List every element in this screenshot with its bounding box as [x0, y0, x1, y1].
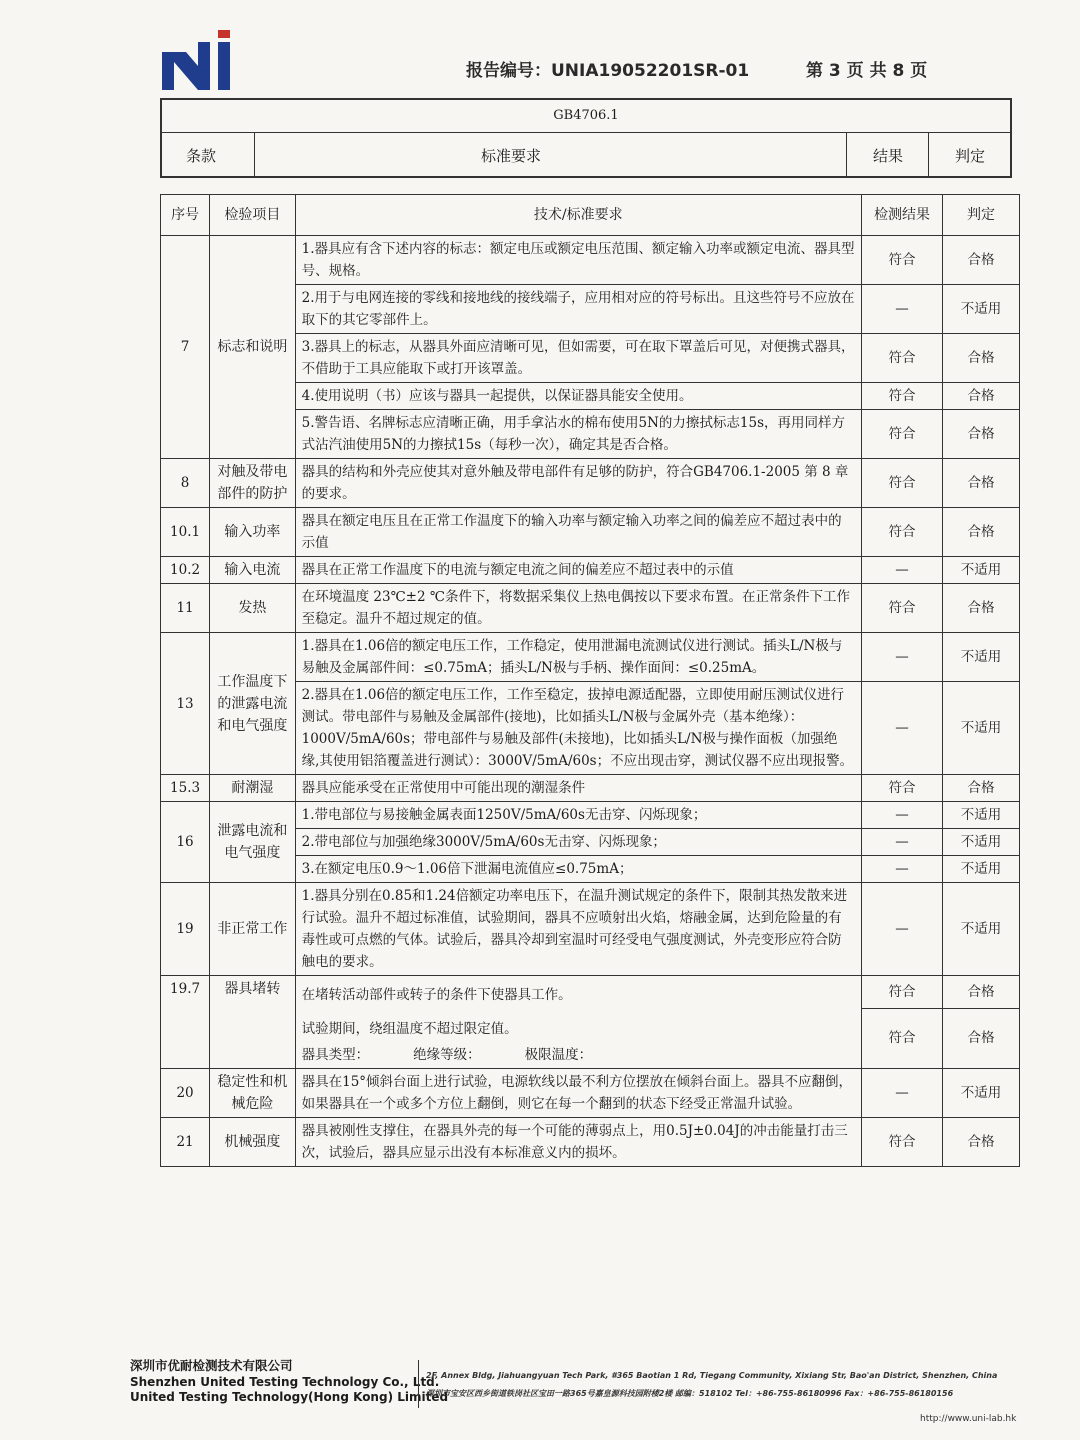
row-result: — — [861, 557, 942, 584]
row-result: 符合 — [861, 584, 942, 633]
row-result: — — [861, 682, 942, 775]
header-requirement: 技术/标准要求 — [295, 195, 861, 236]
row-requirement: 1.器具分别在0.85和1.24倍额定功率电压下，在温升测试规定的条件下，限制其热发散来进行试验。温升不超过标准值，试验期间，器具不应喷射出火焰，熔融金属，达到危险量的有毒性或可点燃的气体。试验后，器具冷却到室温时可经受电气强度测试，外壳变形应符合防触电的要求。 — [295, 883, 861, 976]
row-verdict: 合格 — [943, 459, 1020, 508]
clause-label: 条款 — [186, 146, 217, 165]
row-no: 16 — [161, 802, 210, 883]
row-requirement: 在环境温度 23℃±2 ℃条件下，将数据采集仪上热电偶按以下要求布置。在正常条件下工作至稳定。温升不超过规定的值。 — [295, 584, 861, 633]
row-item: 标志和说明 — [210, 236, 295, 459]
row-item: 非正常工作 — [210, 883, 295, 976]
row-result: 符合 — [861, 1008, 942, 1069]
row-no: 10.1 — [161, 508, 210, 557]
header-no: 序号 — [161, 195, 210, 236]
row-result: 符合 — [861, 383, 942, 410]
table-row — [161, 584, 1020, 633]
row-verdict: 合格 — [943, 383, 1020, 410]
row-verdict: 合格 — [943, 584, 1020, 633]
device-type-label: 器具类型： — [301, 1047, 370, 1063]
uni-logo — [160, 22, 240, 94]
insulation-class-label: 绝缘等级： — [413, 1047, 481, 1063]
row-requirement: 3.在额定电压0.9～1.06倍下泄漏电流值应≤0.75mA； — [295, 856, 861, 883]
row-no: 19 — [161, 883, 210, 976]
row-requirement: 1.器具应有含下述内容的标志：额定电压或额定电压范围、额定输入功率或额定电流、器具型号、规格。 — [295, 236, 861, 285]
table-row — [161, 1069, 1020, 1118]
row-result: 符合 — [861, 508, 942, 557]
row-result: 符合 — [861, 775, 942, 802]
row-verdict: 合格 — [943, 775, 1020, 802]
row-no: 21 — [161, 1118, 210, 1167]
row-verdict: 合格 — [943, 1008, 1020, 1069]
row-no: 7 — [161, 236, 210, 459]
table-row — [161, 976, 1020, 1009]
row-verdict: 不适用 — [943, 557, 1020, 584]
table-row — [161, 459, 1020, 508]
footer-divider — [418, 1360, 427, 1408]
row-requirement: 器具的结构和外壳应使其对意外触及带电部件有足够的防护，符合GB4706.1-2005 第 8 章的要求。 — [295, 459, 861, 508]
table-row — [161, 775, 1020, 802]
row-result: 符合 — [861, 976, 942, 1009]
row-result: — — [861, 285, 942, 334]
table-row — [161, 508, 1020, 557]
footer-address-en: 2F, Annex Bldg, Jiahuangyuan Tech Park, #365 Baotian 1 Rd, Tiegang Community, Xixiang Str, Bao'an District, Shenzhen, China — [426, 1371, 998, 1380]
row-verdict: 合格 — [943, 508, 1020, 557]
row-verdict: 不适用 — [943, 829, 1020, 856]
row-requirement: 2.器具在1.06倍的额定电压工作，工作至稳定，拔掉电源适配器，立即使用耐压测试仪进行测试。带电部件与易触及金属部件(接地)，比如插头L/N极与金属外壳（基本绝缘）：1000V/5mA/60s；带电部件与易触及部件(未接地)，比如插头L/N极与操作面板（加强绝缘,其使用铝箔覆盖进行测试）：3000V/5mA/60s；不应出现击穿，测试仪器不应出现报警。 — [295, 682, 861, 775]
requirement-label: 标准要求 — [480, 146, 541, 165]
company-name-cn: 深圳市优耐检测技术有限公司 — [130, 1358, 293, 1373]
row-no: 20 — [161, 1069, 210, 1118]
table-row — [161, 802, 1020, 829]
row-item: 输入电流 — [210, 557, 295, 584]
row-no: 13 — [161, 633, 210, 775]
row-no: 11 — [161, 584, 210, 633]
row-requirement — [295, 1042, 861, 1069]
row-verdict: 合格 — [943, 334, 1020, 383]
row-result: 符合 — [861, 459, 942, 508]
row-requirement: 试验期间，绕组温度不超过限定值。 — [295, 1008, 861, 1042]
page-number: 第 3 页 共 8 页 — [806, 61, 928, 81]
row-verdict: 合格 — [943, 1118, 1020, 1167]
row-item: 泄露电流和电气强度 — [210, 802, 295, 883]
row-requirement: 4.使用说明（书）应该与器具一起提供，以保证器具能安全使用。 — [295, 383, 861, 410]
row-no: 10.2 — [161, 557, 210, 584]
footer-company — [130, 1356, 448, 1404]
row-requirement: 1.带电部位与易接触金属表面1250V/5mA/60s无击穿、闪烁现象； — [295, 802, 861, 829]
report-number: 报告编号：UNIA19052201SR-01 — [466, 61, 750, 81]
row-verdict: 不适用 — [943, 883, 1020, 976]
row-requirement: 器具被刚性支撑住，在器具外壳的每一个可能的薄弱点上，用0.5J±0.04J的冲击能量打击三次，试验后，器具应显示出没有本标准意义内的损坏。 — [295, 1118, 861, 1167]
standard-header — [160, 98, 1012, 178]
verdict-label: 判定 — [928, 132, 1011, 178]
table-header-row — [161, 195, 1020, 236]
table-row — [161, 1118, 1020, 1167]
row-requirement: 5.警告语、名牌标志应清晰正确，用手拿沾水的棉布使用5N的力擦拭标志15s，再用同样方式沾汽油使用5N的力擦拭15s（每秒一次），确定其是否合格。 — [295, 410, 861, 459]
row-item: 发热 — [210, 584, 295, 633]
row-item: 工作温度下的泄露电流和电气强度 — [210, 633, 295, 775]
row-verdict: 不适用 — [943, 1069, 1020, 1118]
row-requirement: 在堵转活动部件或转子的条件下使器具工作。 — [295, 976, 861, 1009]
table-row — [161, 236, 1020, 285]
row-requirement: 2.用于与电网连接的零线和接地线的接线端子，应用相对应的符号标出。且这些符号不应放在取下的其它零部件上。 — [295, 285, 861, 334]
row-requirement: 器具在15°倾斜台面上进行试验，电源软线以最不利方位摆放在倾斜台面上。器具不应翻倒，如果器具在一个或多个方位上翻倒，则它在每一个翻到的状态下经受正常温升试验。 — [295, 1069, 861, 1118]
row-item: 耐潮湿 — [210, 775, 295, 802]
row-verdict: 不适用 — [943, 802, 1020, 829]
row-no: 15.3 — [161, 775, 210, 802]
row-verdict: 不适用 — [943, 633, 1020, 682]
row-result: — — [861, 802, 942, 829]
row-result: — — [861, 633, 942, 682]
table-row — [161, 883, 1020, 976]
row-result: 符合 — [861, 236, 942, 285]
row-requirement: 2.带电部位与加强绝缘3000V/5mA/60s无击穿、闪烁现象； — [295, 829, 861, 856]
row-result: 符合 — [861, 334, 942, 383]
inspection-table — [160, 194, 1020, 1167]
table-row — [161, 633, 1020, 682]
row-verdict: 不适用 — [943, 856, 1020, 883]
row-verdict: 合格 — [943, 236, 1020, 285]
standard-title: GB4706.1 — [162, 100, 1010, 133]
row-verdict: 合格 — [943, 410, 1020, 459]
row-requirement: 器具在额定电压且在正常工作温度下的输入功率与额定输入功率之间的偏差应不超过表中的示值 — [295, 508, 861, 557]
row-item: 稳定性和机械危险 — [210, 1069, 295, 1118]
row-item: 机械强度 — [210, 1118, 295, 1167]
row-requirement: 器具应能承受在正常使用中可能出现的潮湿条件 — [295, 775, 861, 802]
footer-website: http://www.uni-lab.hk — [920, 1414, 1017, 1424]
row-verdict: 合格 — [943, 976, 1020, 1009]
row-result: 符合 — [861, 410, 942, 459]
row-result: 符合 — [861, 1118, 942, 1167]
row-item: 输入功率 — [210, 508, 295, 557]
footer-address-cn: 深圳市宝安区西乡街道铁岗社区宝田一路365号嘉皇源科技园附楼2楼 邮编：518102 Tel：+86-755-86180996 Fax：+86-755-86180156 — [426, 1389, 954, 1398]
header-verdict: 判定 — [943, 195, 1020, 236]
row-result: — — [861, 829, 942, 856]
header-result: 检测结果 — [861, 195, 942, 236]
row-item: 对触及带电部件的防护 — [210, 459, 295, 508]
row-result: — — [861, 856, 942, 883]
row-result: — — [861, 883, 942, 976]
table-row — [161, 557, 1020, 584]
row-requirement: 3.器具上的标志，从器具外面应清晰可见，但如需要，可在取下罩盖后可见，对便携式器具，不借助于工具应能取下或打开该罩盖。 — [295, 334, 861, 383]
company-name-en: Shenzhen United Testing Technology Co., Ltd. — [130, 1375, 440, 1389]
result-label: 结果 — [846, 132, 929, 178]
limit-temperature-label: 极限温度： — [524, 1047, 593, 1063]
row-verdict: 不适用 — [943, 285, 1020, 334]
row-verdict: 不适用 — [943, 682, 1020, 775]
header-item: 检验项目 — [210, 195, 295, 236]
row-requirement: 1.器具在1.06倍的额定电压工作，工作稳定，使用泄漏电流测试仪进行测试。插头L/N极与易触及金属部件间：≤0.75mA；插头L/N极与手柄、操作面间：≤0.25mA。 — [295, 633, 861, 682]
row-no: 8 — [161, 459, 210, 508]
row-item: 器具堵转 — [210, 976, 295, 1069]
row-result: — — [861, 1069, 942, 1118]
row-requirement: 器具在正常工作温度下的电流与额定电流之间的偏差应不超过表中的示值 — [295, 557, 861, 584]
company-name-hk: United Testing Technology(Hong Kong) Limited — [130, 1390, 449, 1404]
row-no: 19.7 — [161, 976, 210, 1069]
